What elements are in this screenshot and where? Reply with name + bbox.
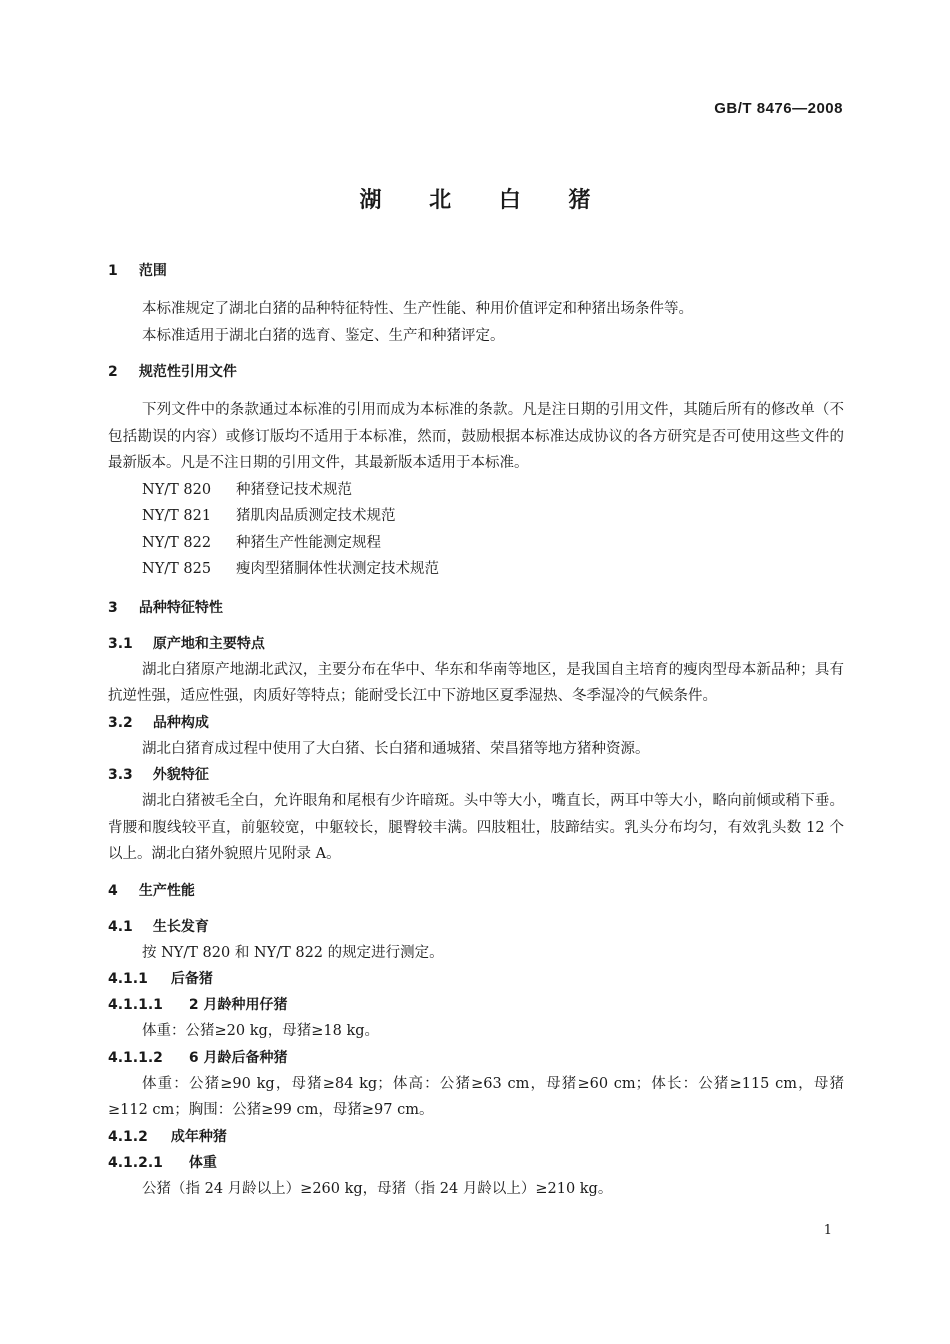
reference-title: 种猪生产性能测定规程 xyxy=(236,534,381,551)
subsection-heading-3-3 xyxy=(108,762,844,788)
section-heading-3 xyxy=(108,595,844,621)
subsection-heading-4-1-2-1 xyxy=(108,1150,844,1176)
paragraph: 体重：公猪≥90 kg，母猪≥84 kg；体高：公猪≥63 cm，母猪≥60 cm；体长：公猪≥115 cm，母猪≥112 cm；胸围：公猪≥99 cm，母猪≥97 cm。 xyxy=(108,1075,844,1118)
section-title: 2 月龄种用仔猪 xyxy=(188,997,288,1013)
section-number: 4 xyxy=(108,882,118,899)
subsection-heading-4-1-1-2 xyxy=(108,1045,844,1071)
reference-item xyxy=(108,556,844,583)
reference-item xyxy=(108,530,844,557)
paragraph: 本标准适用于湖北白猪的选育、鉴定、生产和种猪评定。 xyxy=(142,327,505,344)
reference-title: 猪肌肉品质测定技术规范 xyxy=(236,508,396,524)
section-number: 4.1.2 xyxy=(108,1128,148,1145)
section-title: 成年种猪 xyxy=(170,1128,227,1145)
section-number: 4.1.1.2 xyxy=(108,1049,163,1066)
section-title: 原产地和主要特点 xyxy=(152,635,265,652)
paragraph: 下列文件中的条款通过本标准的引用而成为本标准的条款。凡是注日期的引用文件，其随后所有的修改单（不包括勘误的内容）或修订版均不适用于本标准，然而，鼓励根据本标准达成协议的各方研究是否可使用这些文件的最新版本。凡是不注日期的引用文件，其最新版本适用于本标准。 xyxy=(108,402,844,471)
section-number: 3.2 xyxy=(108,714,133,731)
section-title: 规范性引用文件 xyxy=(138,364,237,380)
section-number: 2 xyxy=(108,364,118,380)
section-number: 3 xyxy=(108,599,118,616)
section-number: 3.3 xyxy=(108,767,133,783)
paragraph: 湖北白猪被毛全白，允许眼角和尾根有少许暗斑。头中等大小，嘴直长，两耳中等大小，略向前倾或稍下垂。背腰和腹线较平直，前躯较宽，中躯较长，腿臀较丰满。四肢粗壮，肢蹄结实。乳头分布均匀，有效乳头数 12 个以上。湖北白猪外貌照片见附录 A。 xyxy=(108,793,844,862)
section-title: 生长发育 xyxy=(152,918,209,935)
section-number: 1 xyxy=(108,263,118,279)
section-number: 3.1 xyxy=(108,635,133,652)
reference-title: 种猪登记技术规范 xyxy=(236,481,352,498)
reference-code: NY/T 821 xyxy=(142,508,212,524)
page-number: 1 xyxy=(823,1223,832,1238)
section-number: 4.1.1.1 xyxy=(108,997,163,1013)
section-number: 4.1.1 xyxy=(108,971,148,987)
reference-item xyxy=(108,503,844,530)
subsection-heading-4-1 xyxy=(108,914,844,940)
section-title: 品种构成 xyxy=(152,714,209,731)
document-code: GB/T 8476—2008 xyxy=(714,100,843,117)
section-title: 范围 xyxy=(138,263,167,279)
reference-item xyxy=(108,477,844,504)
paragraph: 公猪（指 24 月龄以上）≥260 kg，母猪（指 24 月龄以上）≥210 kg。 xyxy=(142,1180,613,1197)
section-heading-1 xyxy=(108,258,844,284)
subsection-heading-4-1-1 xyxy=(108,966,844,992)
section-title: 外貌特征 xyxy=(152,767,209,783)
section-title: 后备猪 xyxy=(170,971,213,987)
reference-code: NY/T 825 xyxy=(142,561,212,577)
section-heading-4 xyxy=(108,878,844,904)
paragraph: 本标准规定了湖北白猪的品种特征特性、生产性能、种用价值评定和种猪出场条件等。 xyxy=(142,301,693,317)
section-title: 生产性能 xyxy=(138,882,195,899)
section-heading-2 xyxy=(108,359,844,385)
section-number: 4.1.2.1 xyxy=(108,1154,163,1171)
paragraph: 湖北白猪育成过程中使用了大白猪、长白猪和通城猪、荣昌猪等地方猪种资源。 xyxy=(142,740,650,757)
reference-title: 瘦肉型猪胴体性状测定技术规范 xyxy=(236,561,439,577)
subsection-heading-3-1 xyxy=(108,631,844,657)
page-title: 湖 北 白 猪 xyxy=(359,188,611,213)
paragraph: 体重：公猪≥20 kg，母猪≥18 kg。 xyxy=(142,1023,380,1039)
subsection-heading-4-1-1-1 xyxy=(108,992,844,1018)
reference-code: NY/T 820 xyxy=(142,481,212,498)
section-number: 4.1 xyxy=(108,918,133,935)
reference-code: NY/T 822 xyxy=(142,534,212,551)
paragraph: 按 NY/T 820 和 NY/T 822 的规定进行测定。 xyxy=(142,944,444,961)
section-title: 品种特征特性 xyxy=(138,599,223,616)
subsection-heading-4-1-2 xyxy=(108,1124,844,1150)
document-body xyxy=(108,258,844,1202)
section-title: 体重 xyxy=(188,1154,217,1171)
section-title: 6 月龄后备种猪 xyxy=(188,1049,288,1066)
subsection-heading-3-2 xyxy=(108,710,844,736)
paragraph: 湖北白猪原产地湖北武汉，主要分布在华中、华东和华南等地区，是我国自主培育的瘦肉型母本新品种；具有抗逆性强，适应性强，肉质好等特点；能耐受长江中下游地区夏季湿热、冬季湿冷的气候条件。 xyxy=(108,661,844,704)
